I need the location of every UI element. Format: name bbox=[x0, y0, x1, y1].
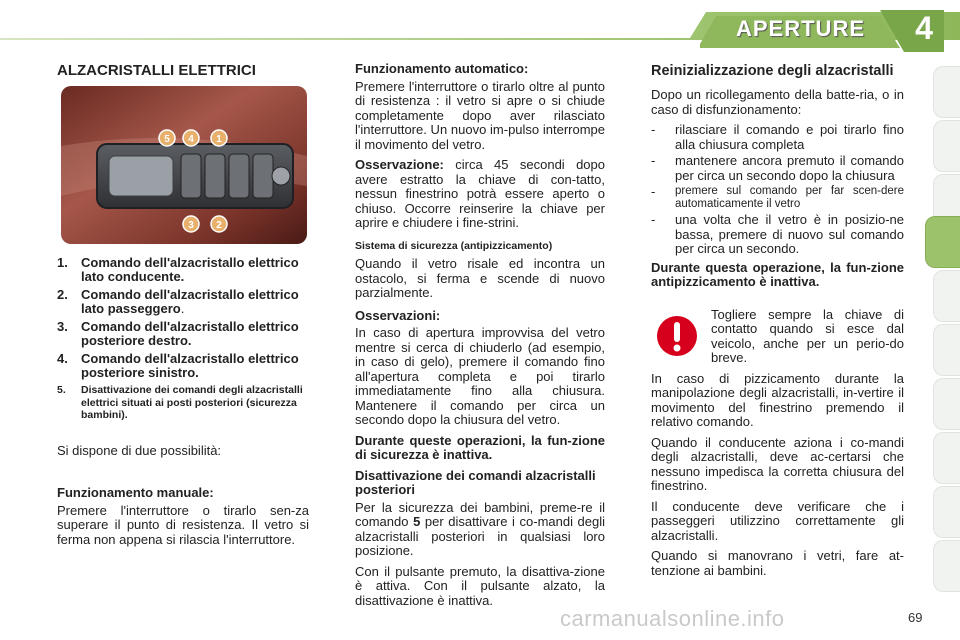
reset-steps bbox=[651, 123, 904, 257]
callout-3: 3 bbox=[188, 220, 194, 231]
chapter-tab[interactable] bbox=[933, 540, 960, 592]
chapter-tab[interactable] bbox=[933, 486, 960, 538]
safety-heading: Sistema di sicurezza (antipizzicamento) bbox=[355, 239, 553, 252]
callout-2: 2 bbox=[216, 220, 222, 231]
antipinch-inactive-note: Durante questa operazione, la fun-zione antipizzicamento è inattiva. bbox=[651, 259, 904, 289]
chapter-tab[interactable] bbox=[933, 324, 960, 376]
reset-intro: Dopo un ricollegamento della batte-ria, o in caso di disfunzionamento: bbox=[651, 87, 904, 117]
header-band bbox=[0, 0, 960, 58]
switch-legend bbox=[57, 256, 309, 422]
manual-text: Premere l'interruttore o tirarlo sen-za superare il punto di resistenza. Il vetro si ferma non appena si rilascia l'interruttore. bbox=[57, 502, 309, 547]
chapter-tab[interactable] bbox=[933, 120, 960, 172]
page-number: 69 bbox=[908, 610, 923, 625]
section-title-power-windows: ALZACRISTALLI ELETTRICI bbox=[57, 62, 256, 79]
watermark: carmanualsonline.info bbox=[560, 606, 785, 631]
legend-item: 3. Comando dell'alzacristallo elettrico posteriore destro. bbox=[57, 319, 299, 348]
callout-1: 1 bbox=[216, 134, 222, 145]
safety-text: Quando il vetro risale ed incontra un ostacolo, si ferma e scende di nuovo parzialmente. bbox=[355, 256, 605, 300]
chapter-tab[interactable] bbox=[933, 66, 960, 118]
column-right bbox=[651, 62, 904, 584]
chapter-tab[interactable] bbox=[933, 432, 960, 484]
reset-heading: Reinizializzazione degli alzacristalli bbox=[651, 63, 894, 79]
warning-icon bbox=[655, 314, 699, 358]
chapter-tab-active[interactable] bbox=[925, 216, 960, 268]
observation-text: Osservazione: circa 45 secondi dopo avere estratto la chiave di con-tatto, nessun finestrino potrà essere aperto o chiuso. Occorre reinserire la chiave per aprire e chiudere i fine-strini. bbox=[355, 157, 605, 230]
deactivation-heading: Disattivazione dei comandi alzacristalli posteriori bbox=[355, 467, 596, 497]
reset-step: - mantenere ancora premuto il comando per circa un secondo dopo la chiusura bbox=[651, 153, 904, 183]
column-left bbox=[57, 62, 309, 553]
deactivation-text-2: Con il pulsante premuto, la disattiva-zione è attiva. Con il pulsante alzato, la disattivazione è inattiva. bbox=[355, 563, 605, 608]
observations-text: In caso di apertura improvvisa del vetro mentre si cerca di chiuderlo (ad esempio, in caso di gelo), premere il comando fino all'apertura completa e poi tirarlo immediatamente fino alla chiusura. Mantenere il comando per circa un secondo dopo la chiusura del vetro. bbox=[355, 325, 605, 427]
callout-5: 5 bbox=[164, 134, 170, 145]
column-middle bbox=[355, 62, 605, 614]
reset-step: - rilasciare il comando e poi tirarlo fino alla chiusura completa bbox=[651, 122, 904, 152]
legend-item: 2. Comando dell'alzacristallo elettrico lato passeggero. bbox=[57, 287, 299, 316]
legend-item: 1. Comando dell'alzacristallo elettrico lato conducente. bbox=[57, 255, 299, 284]
intro-text: Si dispone di due possibilità: bbox=[57, 442, 222, 458]
deactivation-text: Per la sicurezza dei bambini, preme-re il comando 5 per disattivare i co-mandi degli alzacristalli posteriori in qualsiasi loro posizione. bbox=[355, 499, 606, 558]
legend-item: 5. Disattivazione dei comandi degli alzacristalli elettrici situati ai posti posteriori (sicurezza bambini). bbox=[57, 384, 303, 421]
reset-step: - premere sul comando per far scen-dere automaticamente il vetro bbox=[651, 184, 904, 210]
chapter-tab[interactable] bbox=[933, 270, 960, 322]
observations-heading: Osservazioni: bbox=[355, 307, 441, 323]
passenger-text: Il conducente deve verificare che i passeggeri utilizzino correttamente gli alzacristalli. bbox=[651, 498, 904, 543]
reset-step: - una volta che il vetro è in posizio-ne bassa, premere di nuovo sul comando per circa un secondo. bbox=[651, 212, 904, 256]
manual-heading: Funzionamento manuale: bbox=[57, 485, 214, 500]
legend-item: 4. Comando dell'alzacristallo elettrico posteriore sinistro. bbox=[57, 351, 299, 380]
door-switch-photo bbox=[61, 86, 307, 244]
warning-text: Togliere sempre la chiave di contatto quando si esce dal veicolo, anche per un perio-do breve. bbox=[711, 306, 904, 365]
driver-text: Quando il conducente aziona i co-mandi degli alzacristalli, deve ac-certarsi che nessuno impedisca la corretta chiusura del finestrino. bbox=[651, 434, 904, 493]
callout-4: 4 bbox=[188, 134, 194, 145]
chapter-tab[interactable] bbox=[933, 378, 960, 430]
pinch-text: In caso di pizzicamento durante la manipolazione degli alzacristalli, in-vertire il movimento del finestrino premendo il relativo comando. bbox=[651, 370, 904, 429]
chapter-title: APERTURE bbox=[736, 16, 866, 41]
auto-heading: Funzionamento automatico: bbox=[355, 61, 529, 76]
warning-box bbox=[651, 308, 904, 366]
safety-inactive-note: Durante queste operazioni, la fun-zione di sicurezza è inattiva. bbox=[355, 432, 605, 462]
auto-text: Premere l'interruttore o tirarlo oltre al punto di resistenza : il vetro si apre o si chiude completamente dopo aver rilasciato l'interruttore. Un nuovo im-pulso interrompe il movimento del vetro. bbox=[355, 78, 605, 152]
children-text: Quando si manovrano i vetri, fare at-tenzione ai bambini. bbox=[651, 548, 904, 578]
chapter-number: 4 bbox=[915, 10, 933, 46]
